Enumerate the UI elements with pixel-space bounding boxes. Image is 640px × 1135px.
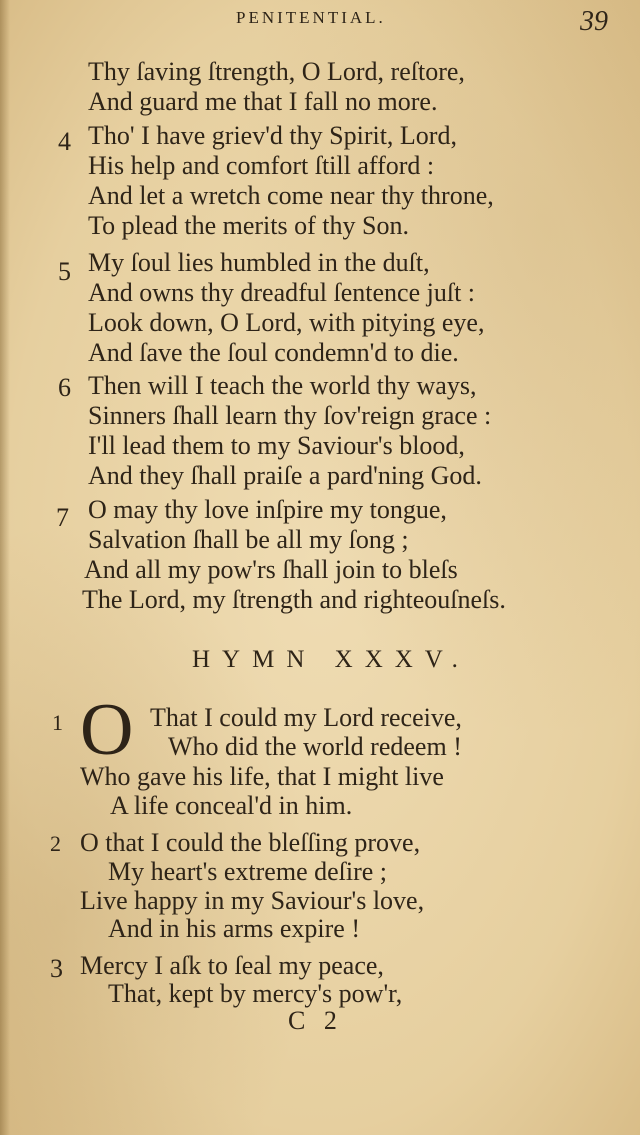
verse-line: And they ſhall praiſe a pard'ning God. [88, 461, 482, 490]
verse-line: Thy ſaving ſtrength, O Lord, reſtore, [88, 57, 465, 86]
verse-line: That I could my Lord receive, [150, 703, 462, 732]
verse-line: Sinners ſhall learn thy ſov'reign grace : [88, 401, 492, 430]
verse-line: That, kept by mercy's pow'r, [108, 979, 403, 1008]
verse-line: And owns thy dreadful ſentence juſt : [88, 278, 476, 307]
verse-number: 6 [58, 373, 71, 402]
verse-line: Mercy I aſk to ſeal my peace, [80, 951, 384, 980]
verse-line: To plead the merits of thy Son. [88, 211, 409, 240]
drop-cap: O [80, 689, 134, 771]
verse-line: Look down, O Lord, with pitying eye, [88, 308, 485, 337]
verse-number: 2 [50, 831, 61, 856]
verse-line: My ſoul lies humbled in the duſt, [88, 248, 430, 277]
verse-line: Who gave his life, that I might live [80, 762, 444, 791]
verse-line: His help and comfort ſtill afford : [88, 151, 435, 180]
verse-line: And guard me that I fall no more. [88, 87, 438, 116]
verse-line: Salvation ſhall be all my ſong ; [88, 525, 409, 554]
verse-line: Live happy in my Saviour's love, [80, 886, 425, 915]
verse-number: 7 [56, 503, 69, 532]
verse-line: I'll lead them to my Saviour's blood, [88, 431, 465, 460]
page-number: 39 [580, 6, 608, 37]
verse-line: O may thy love inſpire my tongue, [88, 495, 447, 524]
verse-number: 3 [50, 954, 63, 983]
hymn-title: HYMN XXXV. [192, 646, 470, 673]
signature-mark: C 2 [288, 1006, 343, 1035]
verse-line: And all my pow'rs ſhall join to bleſs [84, 555, 458, 584]
verse-line: My heart's extreme deſire ; [108, 857, 388, 886]
verse-line: The Lord, my ſtrength and righteouſneſs. [82, 585, 506, 614]
verse-line: And let a wretch come near thy throne, [88, 181, 494, 210]
verse-line: Who did the world redeem ! [168, 732, 462, 761]
verse-line: O that I could the bleſſing prove, [80, 828, 421, 857]
page-edge-shadow [0, 0, 10, 1135]
verse-number: 4 [58, 127, 71, 156]
verse-line: And ſave the ſoul condemn'd to die. [88, 338, 459, 367]
verse-line: Tho' I have griev'd thy Spirit, Lord, [88, 121, 457, 150]
running-head: PENITENTIAL. [236, 8, 386, 27]
verse-line: A life conceal'd in him. [110, 791, 353, 820]
verse-number: 1 [52, 710, 63, 735]
verse-line: And in his arms expire ! [108, 914, 361, 943]
verse-line: Then will I teach the world thy ways, [88, 371, 477, 400]
verse-number: 5 [58, 257, 71, 286]
